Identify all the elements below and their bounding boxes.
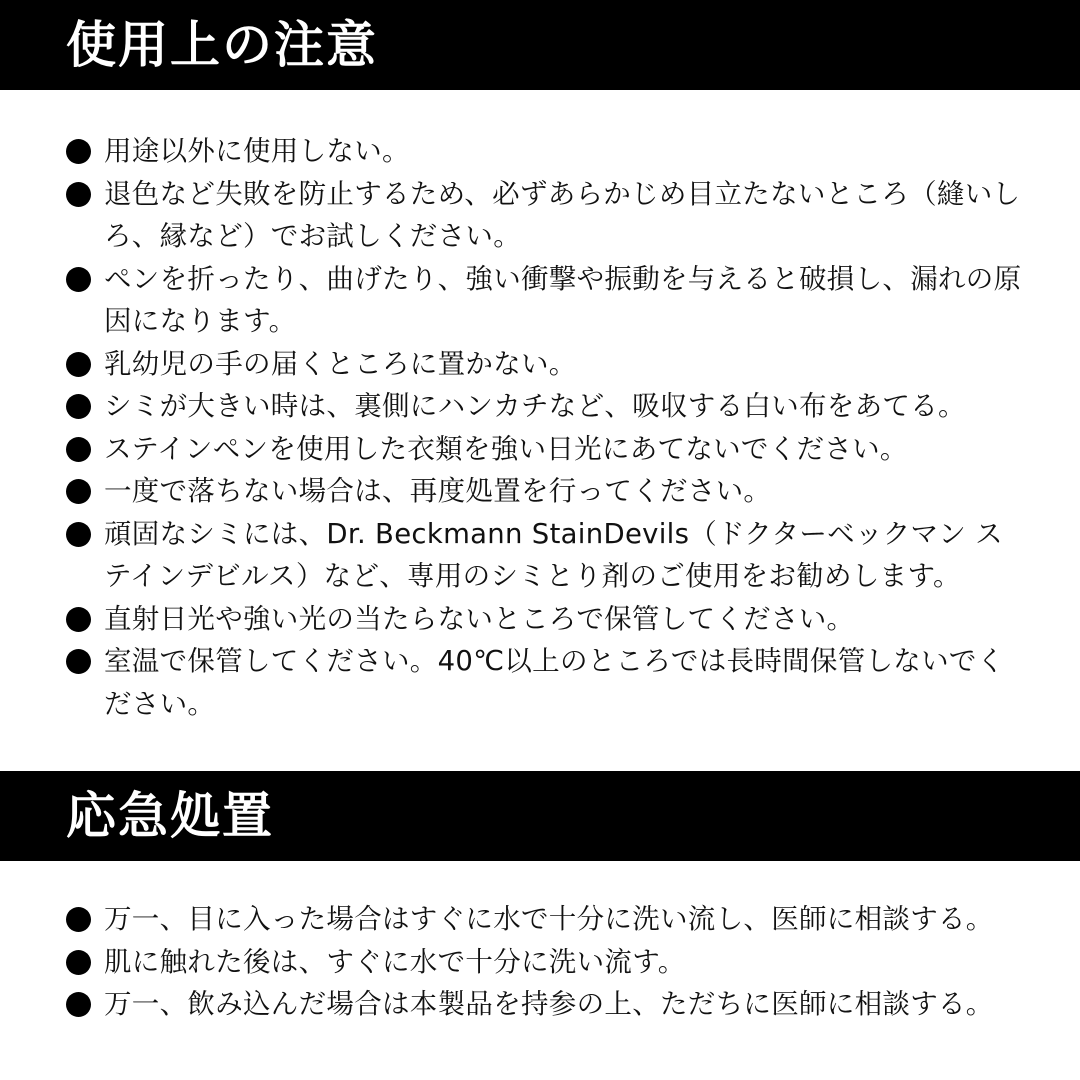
- caution-item: [66, 258, 1026, 343]
- bullet-icon: [66, 649, 91, 674]
- bullet-icon: [66, 479, 91, 504]
- caution-item: [66, 130, 1026, 173]
- cautions-header: [0, 0, 1080, 90]
- caution-text: シミが大きい時は、裏側にハンカチなど、吸収する白い布をあてる。: [104, 390, 966, 422]
- caution-text: 直射日光や強い光の当たらないところで保管してください。: [104, 602, 855, 635]
- bullet-icon: [66, 352, 91, 377]
- first-aid-item: [66, 941, 1026, 984]
- caution-text: 退色など失敗を防止するため、必ずあらかじめ目立たないところ（縫いしろ、縁など）でお試しください。: [104, 177, 1021, 252]
- caution-text: 乳幼児の手の届くところに置かない。: [104, 347, 577, 380]
- caution-text: 頑固なシミには、Dr. Beckmann StainDevils（ドクターベックマン ステインデビルス）など、専用のシミとり剤のご使用をお勧めします。: [104, 517, 1003, 592]
- bullet-icon: [66, 139, 91, 164]
- caution-item: [66, 640, 1026, 725]
- cautions-list: [66, 130, 1026, 725]
- caution-text: ペンを折ったり、曲げたり、強い衝撃や振動を与えると破損し、漏れの原因になります。: [104, 262, 1022, 337]
- bullet-icon: [66, 182, 91, 207]
- first-aid-item: [66, 983, 1026, 1026]
- caution-item: [66, 343, 1026, 386]
- caution-item: [66, 385, 1026, 428]
- first-aid-text: 万一、目に入った場合はすぐに水で十分に洗い流し、医師に相談する。: [104, 903, 994, 935]
- bullet-icon: [66, 267, 91, 292]
- first-aid-text: 万一、飲み込んだ場合は本製品を持参の上、ただちに医師に相談する。: [104, 988, 994, 1020]
- first-aid-list: [66, 898, 1026, 1026]
- caution-item: [66, 598, 1026, 641]
- bullet-icon: [66, 607, 91, 632]
- cautions-title: 使用上の注意: [66, 16, 378, 74]
- caution-item: [66, 428, 1026, 471]
- bullet-icon: [66, 992, 91, 1017]
- caution-item: [66, 470, 1026, 513]
- bullet-icon: [66, 522, 91, 547]
- first-aid-header: [0, 771, 1080, 861]
- caution-item: [66, 513, 1026, 598]
- caution-item: [66, 173, 1026, 258]
- bullet-icon: [66, 437, 91, 462]
- first-aid-text: 肌に触れた後は、すぐに水で十分に洗い流す。: [104, 945, 686, 978]
- caution-text: 室温で保管してください。40℃以上のところでは長時間保管しないでください。: [104, 645, 1005, 720]
- bullet-icon: [66, 950, 91, 975]
- caution-text: 一度で落ちない場合は、再度処置を行ってください。: [104, 475, 772, 507]
- first-aid-title: 応急処置: [66, 787, 274, 845]
- first-aid-item: [66, 898, 1026, 941]
- bullet-icon: [66, 394, 91, 419]
- caution-text: ステインペンを使用した衣類を強い日光にあてないでください。: [104, 432, 908, 465]
- caution-text: 用途以外に使用しない。: [104, 135, 410, 167]
- bullet-icon: [66, 907, 91, 932]
